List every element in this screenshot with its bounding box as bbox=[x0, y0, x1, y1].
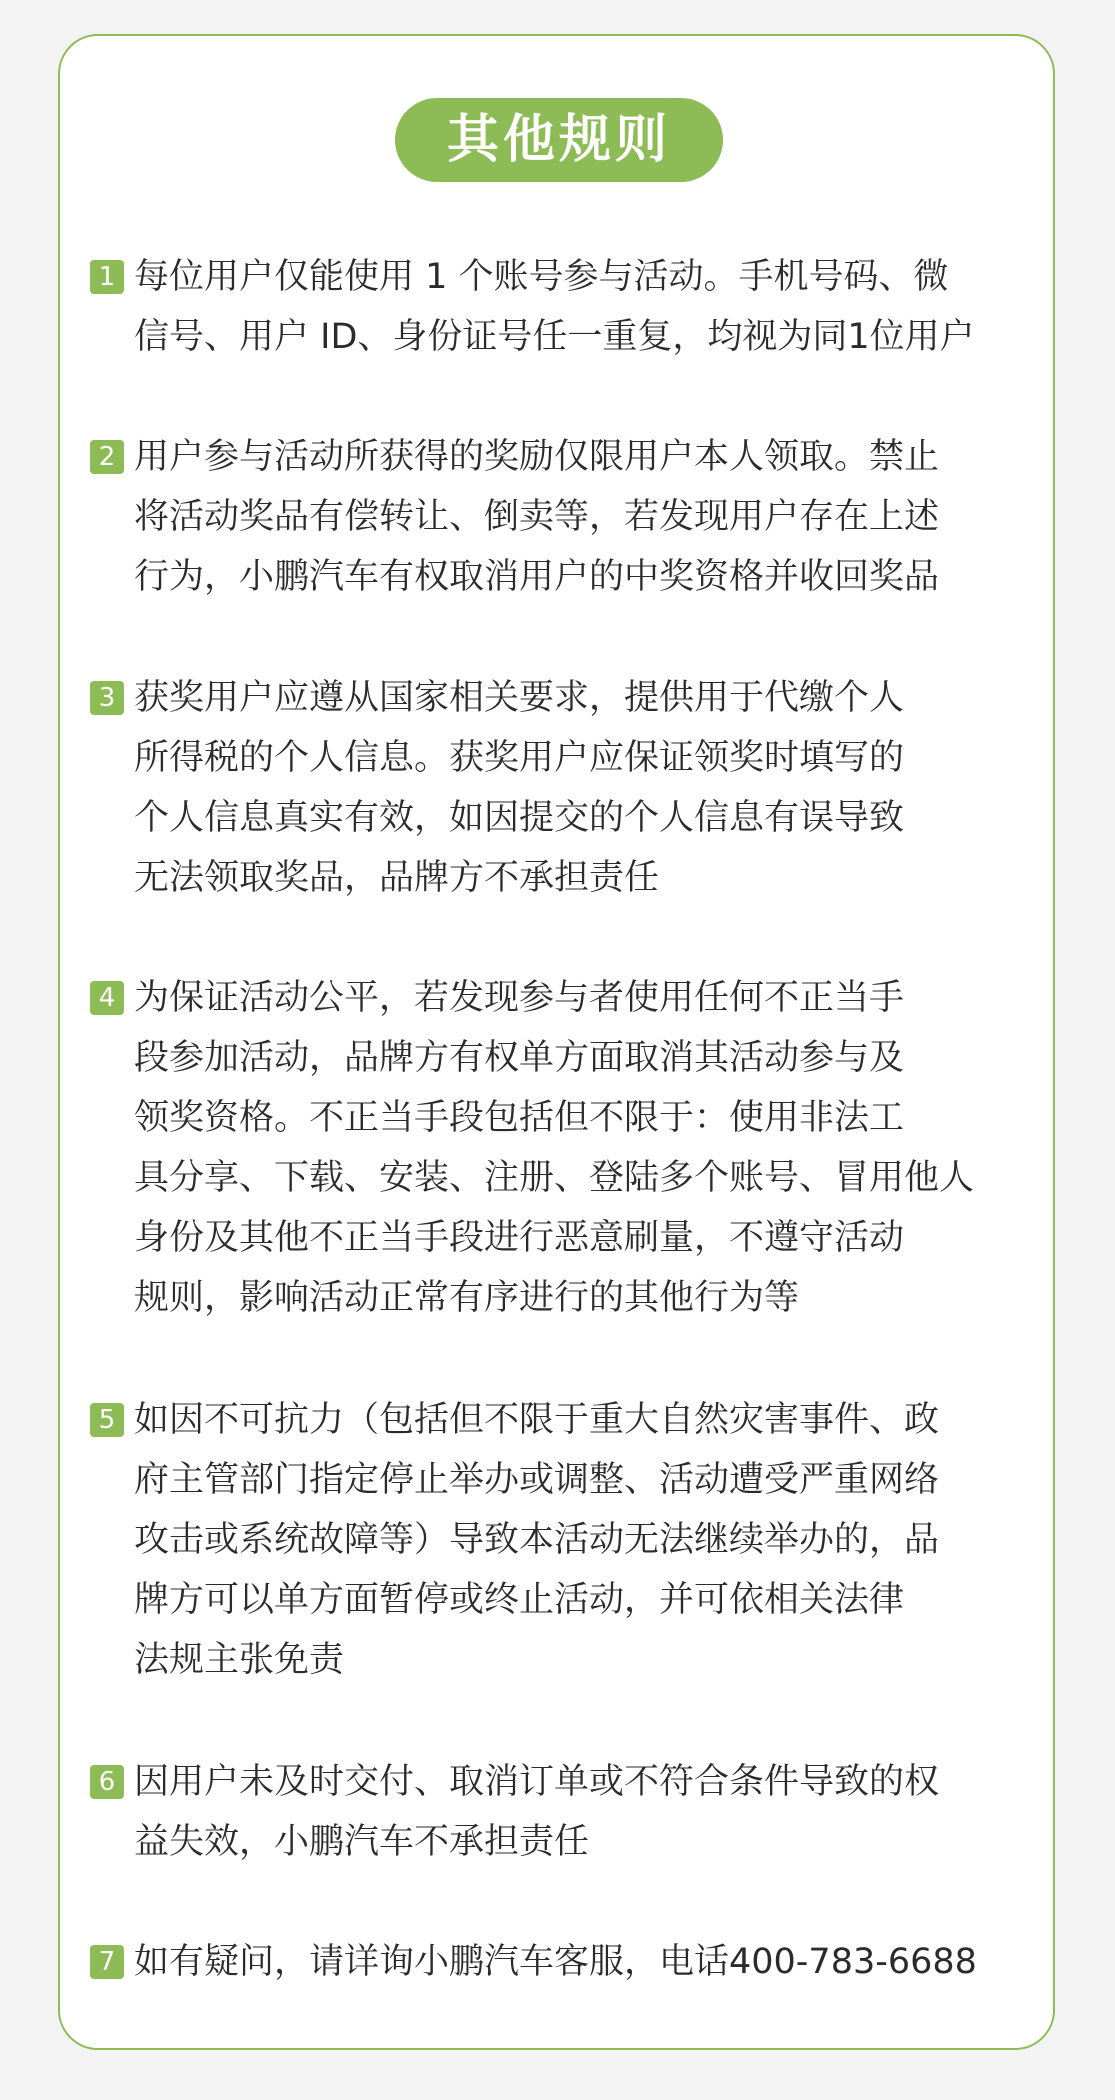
rule-text: 用户参与活动所获得的奖励仅限用户本人领取。禁止 将活动奖品有偿转让、倒卖等，若发现用户存在上述 行为，小鹏汽车有权取消用户的中奖资格并收回奖品 bbox=[134, 437, 940, 597]
rule-number-badge: 6 bbox=[90, 1765, 124, 1799]
rule-number-badge: 5 bbox=[90, 1403, 124, 1437]
rule-number-badge: 3 bbox=[90, 681, 124, 715]
rules-card bbox=[58, 34, 1055, 2050]
rule-text: 因用户未及时交付、取消订单或不符合条件导致的权 益失效，小鹏汽车不承担责任 bbox=[134, 1762, 940, 1862]
rule-text: 获奖用户应遵从国家相关要求，提供用于代缴个人 所得税的个人信息。获奖用户应保证领奖时填写的 个人信息真实有效，如因提交的个人信息有误导致 无法领取奖品，品牌方不承担责任 bbox=[134, 678, 905, 898]
rule-item-7 bbox=[90, 1932, 1050, 1992]
rule-item-1 bbox=[90, 247, 1050, 367]
rule-number-badge: 7 bbox=[90, 1945, 124, 1979]
rule-item-5 bbox=[90, 1390, 1050, 1690]
rule-text: 为保证活动公平，若发现参与者使用任何不正当手 段参加活动，品牌方有权单方面取消其活动参与及 领奖资格。不正当手段包括但不限于：使用非法工 具分享、下载、安装、注册、登陆多个账号、冒用他人 身份及其他不正当手段进行恶意刷量，不遵守活动 规则，影响活动正常有序进行的其他行为等 bbox=[134, 978, 975, 1318]
rule-number-badge: 1 bbox=[90, 260, 124, 294]
rule-text: 如有疑问，请详询小鹏汽车客服，电话400-783-6688 bbox=[134, 1942, 977, 1982]
rule-text: 每位用户仅能使用 1 个账号参与活动。手机号码、微 信号、用户 ID、身份证号任一重复，均视为同1位用户 bbox=[134, 257, 975, 357]
rule-item-6 bbox=[90, 1752, 1050, 1872]
rule-item-3 bbox=[90, 668, 1050, 908]
rule-number-badge: 4 bbox=[90, 981, 124, 1015]
rule-item-2 bbox=[90, 427, 1050, 607]
rule-item-4 bbox=[90, 968, 1050, 1328]
rule-number-badge: 2 bbox=[90, 440, 124, 474]
rule-text: 如因不可抗力（包括但不限于重大自然灾害事件、政 府主管部门指定停止举办或调整、活动遭受严重网络 攻击或系统故障等）导致本活动无法继续举办的，品 牌方可以单方面暂停或终止活动，并可依相关法律 法规主张免责 bbox=[134, 1400, 940, 1680]
section-title: 其他规则 bbox=[395, 98, 723, 182]
